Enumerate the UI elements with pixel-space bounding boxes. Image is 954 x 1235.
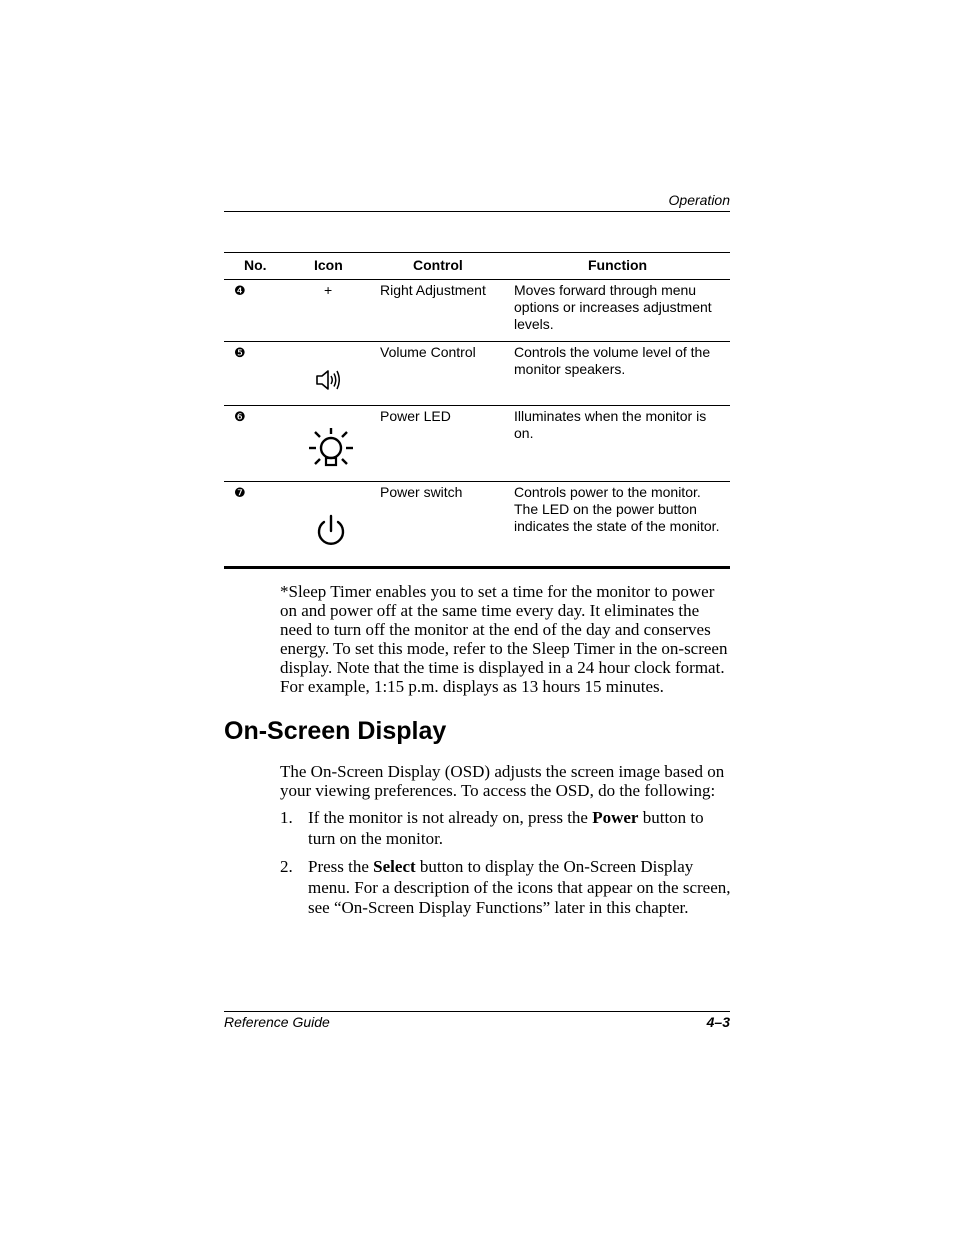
speaker-volume-icon bbox=[315, 368, 343, 392]
control-function: Controls the volume level of the monitor speakers. bbox=[514, 344, 711, 377]
sleep-timer-note: *Sleep Timer enables you to set a time for the monitor to power on and power off at the same time every day. It eliminates the need to turn off the monitor at the end of the day and conserves energy. To set this mode, refer to the Sleep Timer in the on-screen display. Note that the time is displayed in a 24 hour clock format. For example, 1:15 p.m. displays as 13 hours 15 minutes. bbox=[280, 582, 728, 696]
table-row bbox=[224, 406, 730, 482]
step-text: If the monitor is not already on, press the Power button to turn on the monitor. bbox=[308, 808, 704, 848]
row-number: ❹ bbox=[234, 283, 246, 298]
control-name: Right Adjustment bbox=[380, 282, 486, 298]
step-number: 1. bbox=[280, 808, 293, 827]
row-number: ❻ bbox=[234, 409, 246, 424]
control-function: Controls power to the monitor. The LED on the power button indicates the state of the monitor. bbox=[514, 484, 720, 534]
table-row bbox=[224, 280, 730, 342]
control-name: Power switch bbox=[380, 484, 463, 500]
footer-rule bbox=[224, 1011, 730, 1012]
page-number: 4–3 bbox=[706, 1014, 730, 1030]
header-rule bbox=[224, 211, 730, 212]
control-name: Power LED bbox=[380, 408, 451, 424]
step-text: Press the Select button to display the On-Screen Display menu. For a description of the icons that appear on the screen, see “On-Screen Display Functions” later in this chapter. bbox=[308, 857, 731, 917]
column-header-function: Function bbox=[588, 257, 648, 273]
bold-term: Select bbox=[373, 857, 416, 876]
column-header-no: No. bbox=[244, 257, 267, 273]
controls-table bbox=[224, 252, 730, 569]
footer-title: Reference Guide bbox=[224, 1014, 330, 1030]
intro-paragraph: The On-Screen Display (OSD) adjusts the screen image based on your viewing preferences. To access the OSD, do the following: bbox=[280, 762, 725, 800]
table-row bbox=[224, 482, 730, 569]
row-number: ❼ bbox=[234, 485, 246, 500]
section-heading: On-Screen Display bbox=[224, 717, 447, 745]
light-bulb-icon bbox=[307, 426, 355, 474]
step-number: 2. bbox=[280, 857, 293, 876]
running-header: Operation bbox=[668, 192, 730, 208]
control-function: Illuminates when the monitor is on. bbox=[514, 408, 707, 441]
row-number: ❺ bbox=[234, 345, 246, 360]
control-function: Moves forward through menu options or increases adjustment levels. bbox=[514, 282, 712, 332]
bold-term: Power bbox=[592, 808, 639, 827]
table-header-row bbox=[224, 253, 730, 280]
control-name: Volume Control bbox=[380, 344, 476, 360]
table-row bbox=[224, 342, 730, 406]
power-icon bbox=[315, 514, 347, 548]
column-header-control: Control bbox=[413, 257, 463, 273]
plus-icon: + bbox=[324, 282, 333, 298]
column-header-icon: Icon bbox=[314, 257, 343, 273]
